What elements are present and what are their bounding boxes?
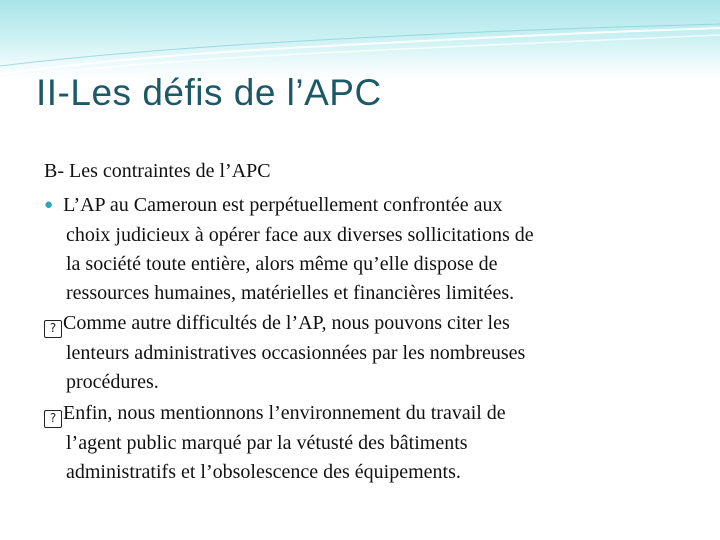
paragraph-2-line-2: lenteurs administratives occasionnées par les nombreuses bbox=[66, 342, 526, 364]
replacement-glyph-icon: ? bbox=[44, 320, 62, 338]
paragraph-3-line-2: l’agent public marqué par la vétusté des bâtiments bbox=[66, 432, 468, 454]
header-band bbox=[0, 0, 720, 80]
section-subtitle: B- Les contraintes de l’APC bbox=[44, 160, 271, 182]
paragraph-2-line-1: ? Comme autre difficultés de l’AP, nous pouvons citer les bbox=[44, 312, 510, 335]
paragraph-1-line-4: ressources humaines, matérielles et financières limitées. bbox=[66, 282, 515, 304]
slide-title: II-Les défis de l’APC bbox=[36, 72, 382, 113]
paragraph-3-line-1: ? Enfin, nous mentionnons l’environnement du travail de bbox=[44, 402, 506, 425]
paragraph-3-line-3: administratifs et l’obsolescence des équipements. bbox=[66, 461, 461, 483]
bullet-dot-icon: ● bbox=[44, 197, 54, 213]
paragraph-2-line-3: procédures. bbox=[66, 371, 159, 393]
replacement-glyph-icon: ? bbox=[44, 410, 62, 428]
header-wave-decoration bbox=[0, 0, 720, 80]
paragraph-1-line-1: ● L’AP au Cameroun est perpétuellement confrontée aux bbox=[44, 194, 503, 216]
paragraph-1-line-3: la société toute entière, alors même qu’elle dispose de bbox=[66, 253, 498, 275]
paragraph-1-line-2: choix judicieux à opérer face aux diverses sollicitations de bbox=[66, 224, 534, 246]
